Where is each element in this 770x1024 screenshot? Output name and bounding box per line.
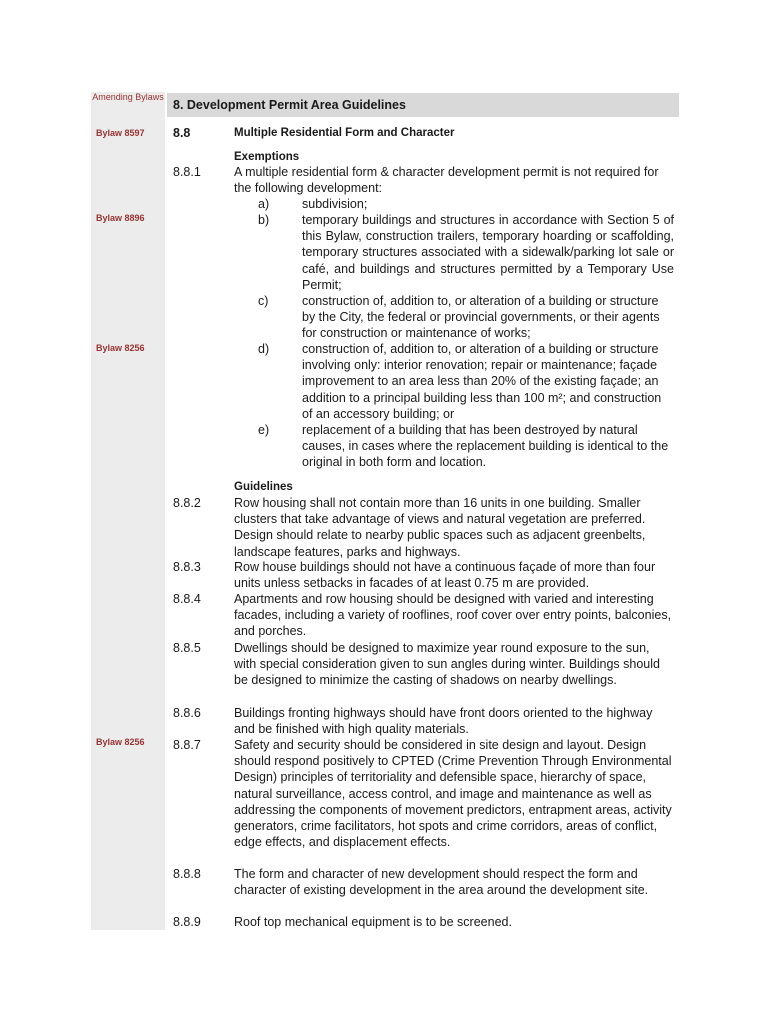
bylaw-tag-item-b: Bylaw 8896: [96, 213, 145, 223]
guideline-8-8-6: Buildings fronting highways should have front doors oriented to the highway and be finished with high quality materials.: [234, 706, 653, 737]
exemption-item-d: construction of, addition to, or alteration of a building or structure involving only: interior renovation; repair or maintenance; façade improvement to an area less than 20% of the existing façade; an addition to a principal building less than 100 m²; and construction of an accessory building; or: [302, 342, 662, 421]
guideline-8-8-3: Row house buildings should not have a continuous façade of more than four units unless setbacks in facades of at least 0.75 m are provided.: [234, 560, 656, 591]
bylaw-tag-8-8-7: Bylaw 8256: [96, 737, 145, 747]
exemption-letter-e: e): [258, 423, 270, 437]
exemption-item-e: replacement of a building that has been destroyed by natural causes, in cases where the replacement building is identical to the original in both form and location.: [302, 423, 669, 470]
guideline-8-8-2: Row housing shall not contain more than 16 units in one building. Smaller clusters that take advantage of views and natural vegetation are preferred. Design should relate to nearby public spaces such as adjacent greenbelts, landscape features, parks and highways.: [234, 496, 646, 559]
guideline-8-8-7: Safety and security should be considered in site design and layout. Design should respond positively to CPTED (Crime Prevention Through Environmental Design) principles of territoriality and defensible space, hierarchy of space, natural surveillance, access control, and image and maintenance as well as addressing the components of movement predictors, entrapment areas, activity generators, crime facilitators, hot spots and crime corridors, areas of conflict, edge effects, and displacement effects.: [234, 738, 672, 850]
section-title-bar: [167, 93, 679, 117]
clause-number-8-8-9: 8.8.9: [173, 915, 201, 929]
exemption-letter-d: d): [258, 342, 270, 356]
exemption-letter-c: c): [258, 294, 269, 308]
guideline-8-8-9: Roof top mechanical equipment is to be screened.: [234, 915, 512, 929]
clause-number-8-8-4: 8.8.4: [173, 592, 201, 606]
exemptions-heading: Exemptions: [234, 151, 300, 163]
bylaw-tag-item-d: Bylaw 8256: [96, 343, 145, 353]
clause-number-8-8-2: 8.8.2: [173, 496, 201, 510]
section-number: 8.8: [173, 126, 191, 140]
guideline-8-8-5: Dwellings should be designed to maximize year round exposure to the sun, with special consideration given to sun angles during winter. Buildings should be designed to minimize the casting of shadows on nearby dwellings.: [234, 641, 660, 688]
bylaw-tag-8-8: Bylaw 8597: [96, 128, 145, 138]
exemption-item-a: subdivision;: [302, 197, 368, 211]
clause-number-8-8-6: 8.8.6: [173, 706, 201, 720]
amending-bylaws-heading: Amending Bylaws: [92, 92, 164, 102]
exemption-letter-b: b): [258, 213, 270, 227]
guideline-8-8-8: The form and character of new development should respect the form and character of existing development in the area around the development site.: [234, 867, 649, 898]
clause-number-8-8-1: 8.8.1: [173, 165, 201, 179]
clause-number-8-8-7: 8.8.7: [173, 738, 201, 752]
guideline-8-8-4: Apartments and row housing should be designed with varied and interesting facades, including a variety of rooflines, roof cover over entry points, balconies, and porches.: [234, 592, 672, 639]
page-title: 8. Development Permit Area Guidelines: [173, 98, 406, 112]
exemption-item-c: construction of, addition to, or alteration of a building or structure by the City, the federal or provincial governments, or their agents for construction or maintenance of works;: [302, 294, 660, 341]
clause-number-8-8-3: 8.8.3: [173, 560, 201, 574]
section-heading: Multiple Residential Form and Character: [234, 127, 455, 139]
exemption-item-b: temporary buildings and structures in accordance with Section 5 of this Bylaw, construction trailers, temporary hoarding or scaffolding, temporary structures associated with a sidewalk/parking lot sale or café, and buildings and structures permitted by a Temporary Use Permit;: [302, 213, 674, 292]
clause-number-8-8-8: 8.8.8: [173, 867, 201, 881]
clause-number-8-8-5: 8.8.5: [173, 641, 201, 655]
exemption-intro: A multiple residential form & character development permit is not required for the following development:: [234, 165, 659, 196]
guidelines-heading: Guidelines: [234, 481, 293, 493]
exemption-letter-a: a): [258, 197, 270, 211]
